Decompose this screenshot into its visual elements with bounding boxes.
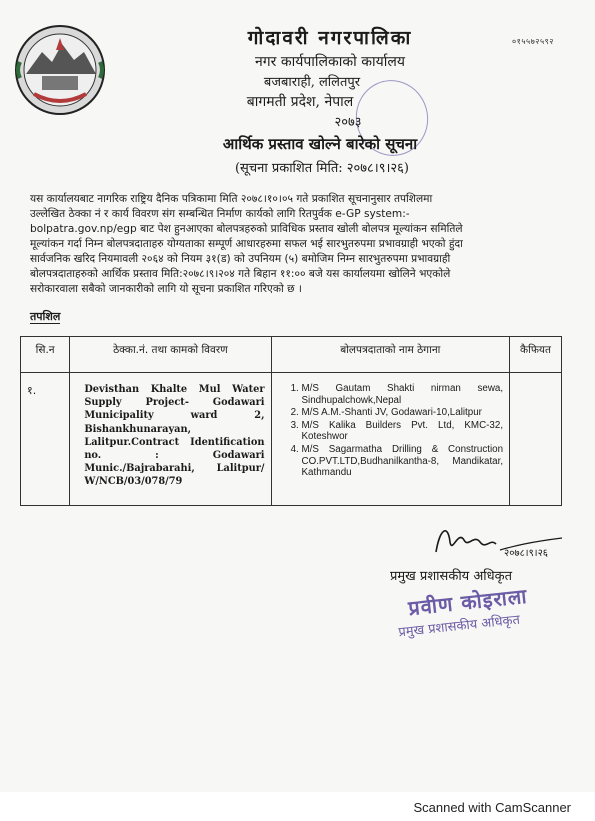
bidder-item: 2. M/S A.M.-Shanti JV, Godawari-10,Lalitpur — [302, 407, 504, 419]
row-bidders — [271, 373, 510, 506]
header-contract: ठेक्का.नं. तथा कामको विवरण — [70, 337, 271, 373]
municipality-emblem-icon — [12, 22, 108, 118]
bidder-item: 3. M/S Kalika Builders Pvt. Ltd, KMC-32, Koteshwor — [302, 420, 504, 443]
signatory-title: प्रमुख प्रशासकीय अधिकृत — [390, 569, 513, 584]
handwritten-signature — [430, 520, 570, 560]
body-line: यस कार्यालयबाट नागरिक राष्ट्रिय दैनिक पत्रिकामा मिति २०७८।१०।०५ गते प्रकाशित सूचनानुसार तपशिलमा — [30, 193, 433, 205]
bidder-item: 1. M/S Gautam Shakti nirman sewa, Sindhupalchowk,Nepal — [302, 383, 504, 406]
header-bidders: बोलपत्रदाताको नाम ठेगाना — [271, 337, 510, 373]
body-line: सरोकारवाला सबैको जानकारीको लागि यो सूचना प्रकाशित गरिएको छ । — [30, 283, 302, 295]
table-row — [21, 373, 562, 506]
body-line: बोलपत्रदाताहरुको आर्थिक प्रस्ताव मिति:२०७८।९।२०४ गते बिहान ११:०० बजे यस कार्यालयमा खोलिने भएकोले — [30, 268, 451, 280]
header-remarks: कैफियत — [510, 337, 562, 373]
notice-body — [30, 192, 570, 297]
signatory-stamp-title: प्रमुख प्रशासकीय अधिकृत — [397, 612, 521, 641]
row-contract-description: Devisthan Khalte Mul Water Supply Project- Godawari Municipality ward 2, Bishankhunarayan, Lalitpur.Contract Identification no. : Godawari Munic./Bajrabarahi, Lalitpur/ W/NCB/03/078/79 — [70, 373, 271, 506]
row-remarks — [510, 373, 562, 506]
body-line: सार्वजनिक खरिद नियमावली २०६४ को नियम ३१(ड) को उपनियम (५) बमोजिम निम्न सारभुतरुपमा प्रभावग्राही — [30, 253, 451, 265]
body-line: bolpatra.gov.np/egp बाट पेश हुनआएका बोलपत्रहरुको प्राविधिक प्रस्ताव खोली बोलपत्र मूल्यांकन समितिले — [30, 223, 463, 235]
signatory-stamp-name: प्रवीण कोइराला — [407, 583, 529, 621]
table-header-row — [21, 337, 562, 373]
office-location: बजबाराही, ललितपुर — [263, 75, 361, 90]
header-year: २०७३ — [334, 115, 362, 130]
bidder-list — [280, 383, 504, 479]
province-line: बागमती प्रदेश, नेपाल — [246, 94, 354, 110]
body-line: मूल्यांकन गर्दा निम्न बोलपत्रदाताहरु योग्यताका सम्पूर्ण आधारहरुमा सफल भई सारभुतरुपमा प्रभावग्राही भएको हुंदा — [30, 238, 463, 250]
notice-publish-date: (सूचना प्रकाशित मिति: २०७८।९।२६) — [234, 161, 409, 176]
details-label: तपशिल — [30, 310, 61, 323]
municipality-name: गोदावरी नगरपालिका — [247, 27, 413, 49]
body-line: उल्लेखित ठेक्का नं र कार्य विवरण संग सम्बन्धित निर्माण कार्यको लागि रितपुर्वक e-GP system:- — [30, 208, 410, 220]
header-serial: सि.न — [21, 337, 70, 373]
notice-title: आर्थिक प्रस्ताव खोल्ने बारेको सूचना — [222, 135, 418, 153]
row-serial: १. — [21, 373, 70, 506]
reference-number: ०१५५७२५९२ — [512, 37, 554, 46]
scanner-watermark: Scanned with CamScanner — [413, 800, 571, 815]
signature-date: २०७८।९।२६ — [504, 548, 548, 559]
bidders-table — [20, 336, 562, 506]
office-name: नगर कार्यपालिकाको कार्यालय — [255, 54, 405, 70]
bidder-item: 4. M/S Sagarmatha Drilling & Construction CO.PVT.LTD,Budhanilkantha-8, Mandikatar, Kathmandu — [302, 444, 504, 479]
